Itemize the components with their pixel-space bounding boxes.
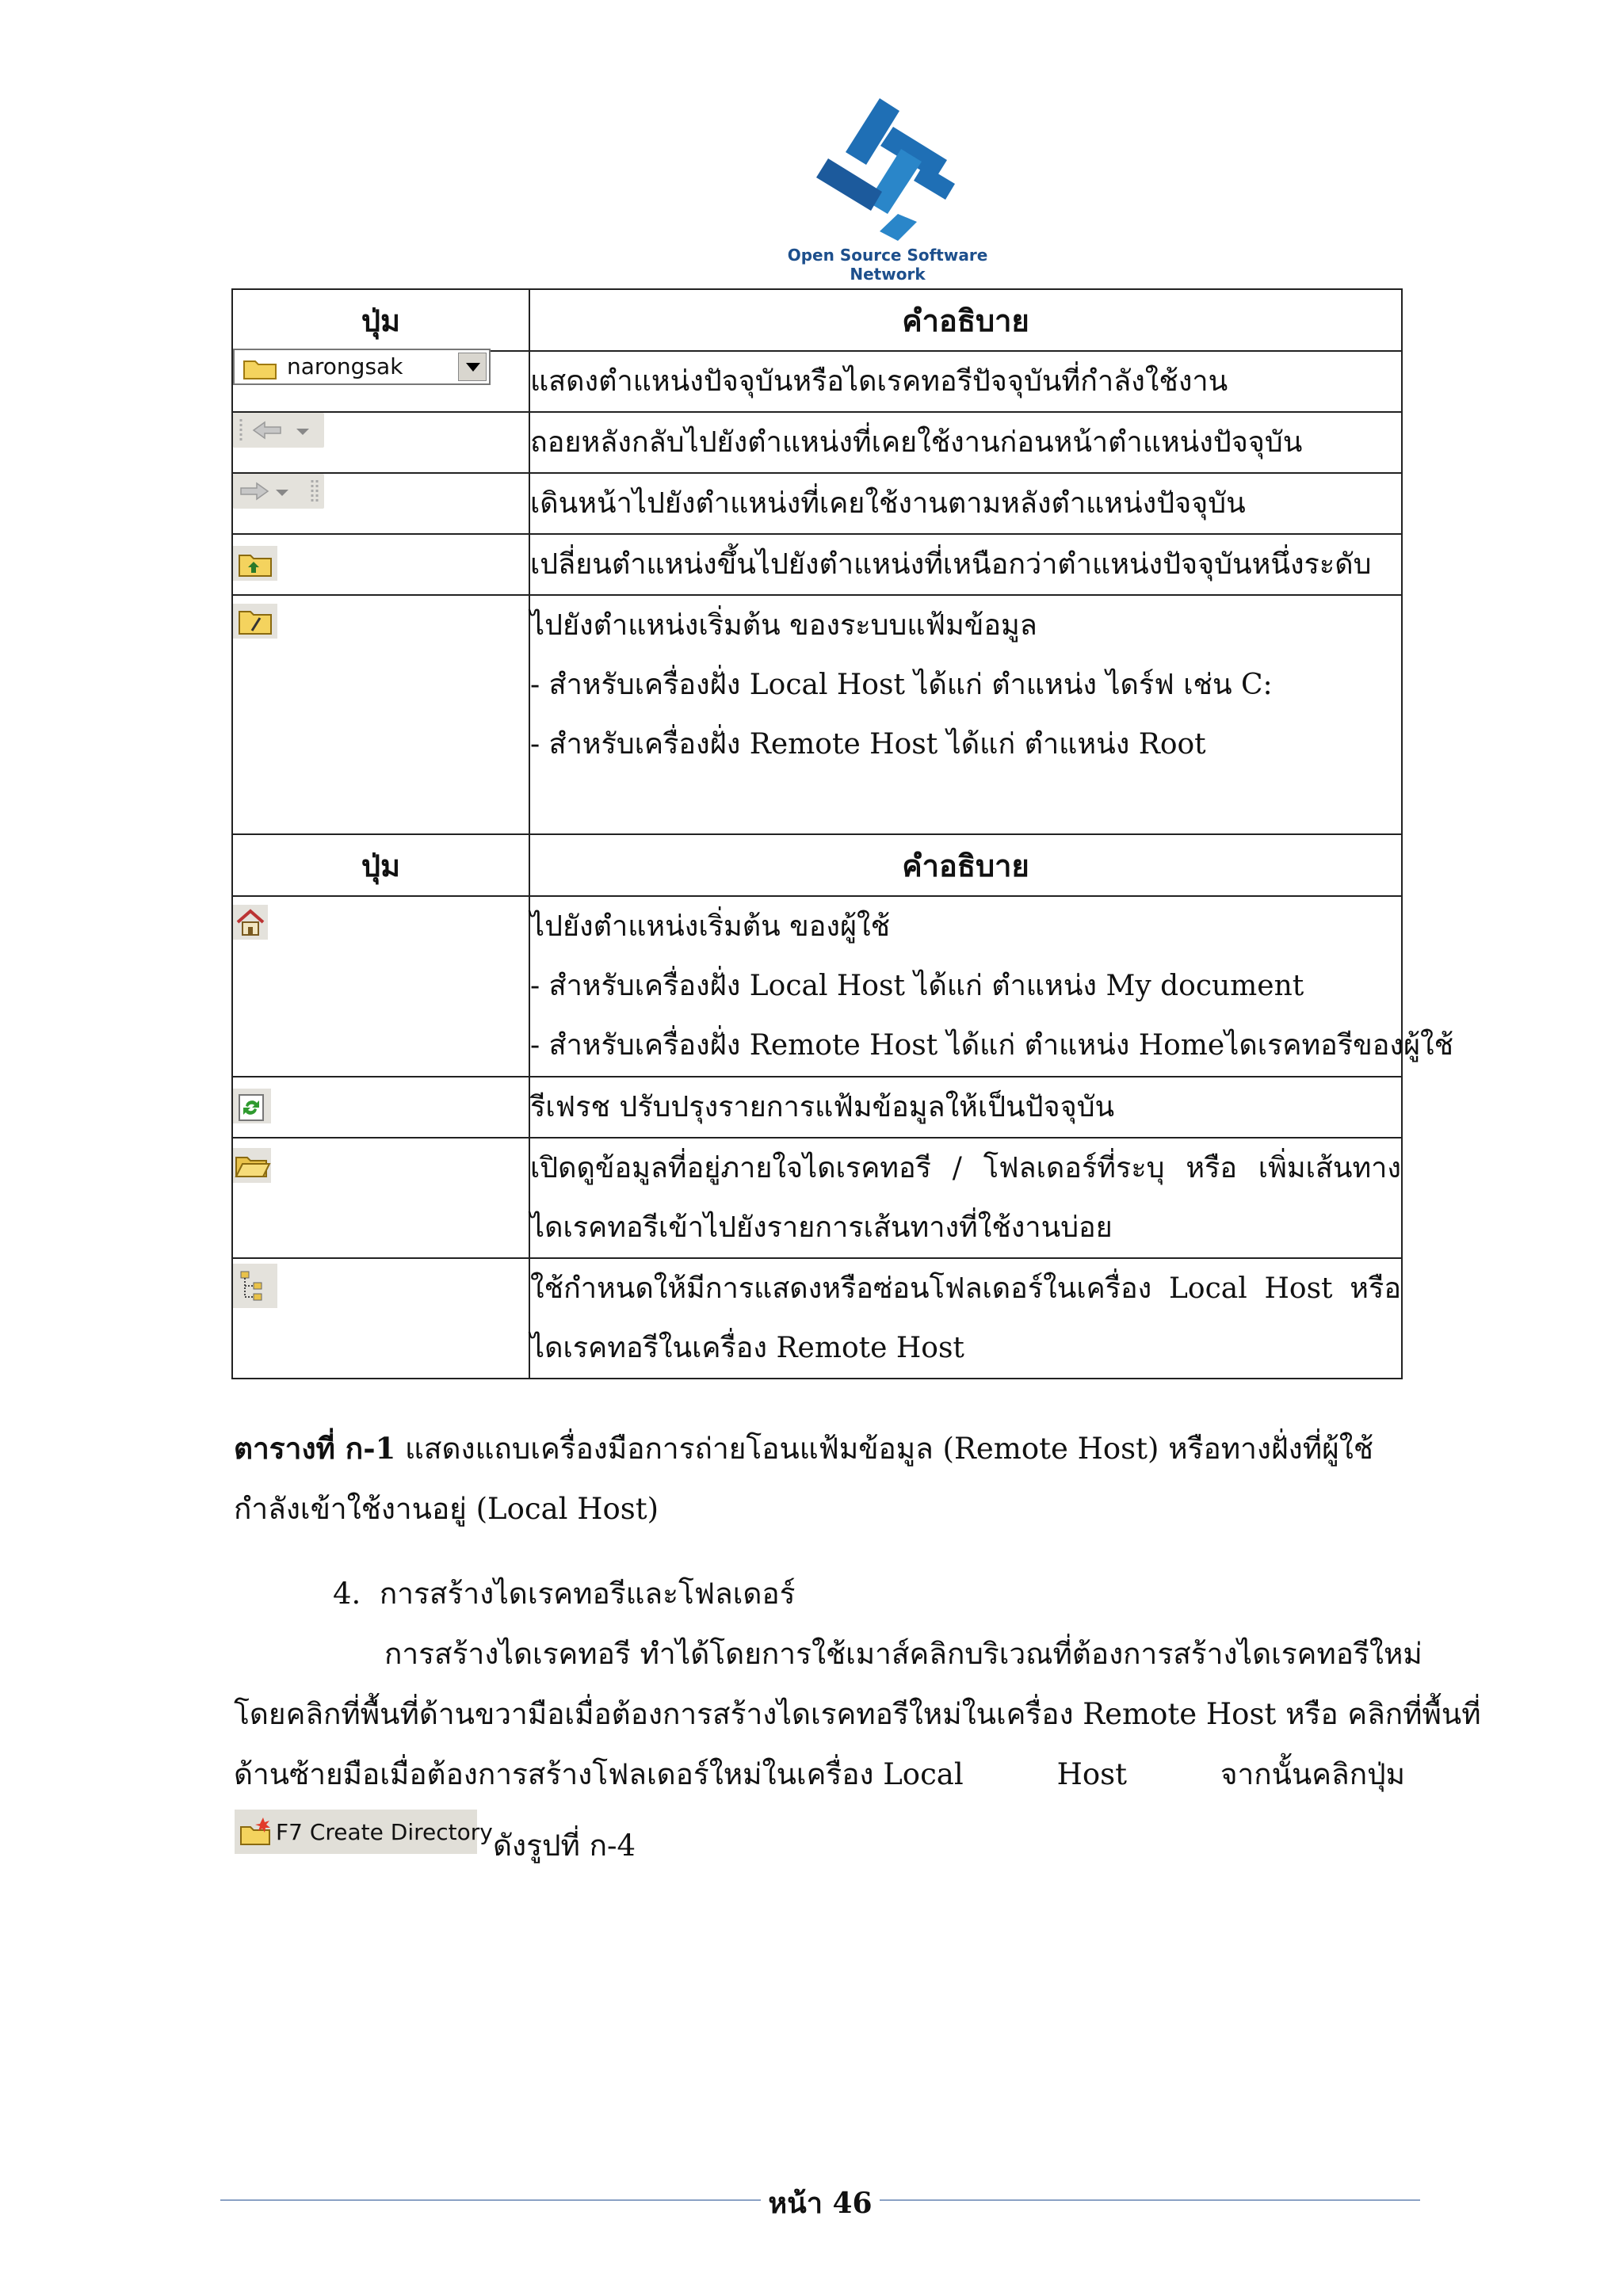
description-cell xyxy=(529,896,1454,1077)
line-segment: เพิ่มเส้นทาง xyxy=(1258,1152,1401,1184)
icon-cell xyxy=(232,896,529,1077)
header-button: ปุ่ม xyxy=(232,834,529,896)
line-segment: ด้านซ้ายมือเมื่อต้องการสร้างโฟลเดอร์ใหม่ในเครื่อง Local xyxy=(234,1757,964,1791)
description-line: - สำหรับเครื่องฝั่ง Remote Host ได้แก่ ตำแหน่ง Root xyxy=(530,728,1206,761)
caption-label: ตารางที่ ก-1 xyxy=(234,1431,396,1466)
icon-cell xyxy=(232,595,529,834)
section-heading xyxy=(333,1570,796,1617)
create-directory-label: F7 Create Directory xyxy=(276,1819,493,1845)
line-segment: Local xyxy=(1169,1272,1247,1305)
open-folder-icon[interactable] xyxy=(233,1148,271,1183)
header-button: ปุ่ม xyxy=(232,289,529,351)
description-line: รีเฟรช ปรับปรุงรายการแฟ้มข้อมูลให้เป็นปัจจุบัน xyxy=(530,1091,1115,1123)
footer-rule-left xyxy=(220,2199,761,2201)
table-row xyxy=(232,351,1402,412)
table-row xyxy=(232,1258,1402,1379)
paragraph-line xyxy=(234,1745,1405,1805)
description-line xyxy=(530,1259,1401,1318)
chevron-down-icon[interactable] xyxy=(458,353,487,381)
home-icon[interactable] xyxy=(233,905,268,940)
root-folder-icon[interactable] xyxy=(233,604,277,639)
icon-cell xyxy=(232,412,529,473)
description-line: ไดเรคทอรีเข้าไปยังรายการเส้นทางที่ใช้งานบ่อย xyxy=(530,1211,1113,1244)
paragraph-line: โดยคลิกที่พื้นที่ด้านขวามือเมื่อต้องการสร้างไดเรคทอรีใหม่ในเครื่อง Remote Host หรือ คลิกที่พื้นที่ xyxy=(234,1697,1481,1731)
back-arrow-icon[interactable] xyxy=(233,413,324,448)
header-description: คำอธิบาย xyxy=(529,289,1402,351)
figure-reference: ดังรูปที่ ก-4 xyxy=(493,1829,636,1863)
table-caption xyxy=(234,1418,1407,1539)
description-line: ไปยังตำแหน่งเริ่มต้น ของผู้ใช้ xyxy=(530,910,891,943)
table-header xyxy=(232,834,1402,896)
description-line: เปลี่ยนตำแหน่งขึ้นไปยังตำแหน่งที่เหนือกว่าตำแหน่งปัจจุบันหนึ่งระดับ xyxy=(530,548,1372,581)
table-row xyxy=(232,1077,1402,1138)
header-description: คำอธิบาย xyxy=(529,834,1402,896)
description-line: - สำหรับเครื่องฝั่ง Local Host ได้แก่ ตำแหน่ง My document xyxy=(530,970,1304,1002)
description-cell xyxy=(529,1258,1402,1379)
description-cell xyxy=(529,473,1402,534)
folder-icon xyxy=(242,357,277,380)
combo-text: narongsak xyxy=(287,353,403,379)
paragraph-line: การสร้างไดเรคทอรี ทำได้โดยการใช้เมาส์คลิกบริเวณที่ต้องการสร้างไดเรคทอรีใหม่ xyxy=(384,1637,1423,1671)
caption-text: แสดงแถบเครื่องมือการถ่ายโอนแฟ้มข้อมูล (Remote Host) หรือทางฝั่งที่ผู้ใช้กำลังเข้าใช้งานอยู่ (Local Host) xyxy=(234,1432,1373,1526)
line-segment: หรือ xyxy=(1350,1272,1401,1305)
table-header xyxy=(232,289,1402,351)
description-cell xyxy=(529,351,1402,412)
icon-cell xyxy=(232,1258,529,1379)
line-segment: Host xyxy=(1264,1272,1333,1305)
description-cell xyxy=(529,1077,1402,1138)
forward-arrow-icon[interactable] xyxy=(233,474,324,509)
description-cell xyxy=(529,1138,1402,1258)
logo-text: Open Source Software Network xyxy=(787,246,988,284)
line-segment: จากนั้นคลิกปุ่ม xyxy=(1220,1757,1405,1791)
description-line: ถอยหลังกลับไปยังตำแหน่งที่เคยใช้งานก่อนหน้าตำแหน่งปัจจุบัน xyxy=(530,426,1303,459)
description-cell xyxy=(529,595,1402,834)
description-line xyxy=(530,1138,1401,1198)
line-segment: หรือ xyxy=(1186,1152,1237,1184)
line-segment: โฟลเดอร์ที่ระบุ xyxy=(983,1152,1165,1184)
table-row xyxy=(232,534,1402,595)
icon-cell xyxy=(232,1138,529,1258)
pinwheel-logo-icon xyxy=(804,95,971,246)
description-line: - สำหรับเครื่องฝั่ง Local Host ได้แก่ ตำแหน่ง ไดร์ฟ เช่น C: xyxy=(530,669,1273,701)
icon-cell xyxy=(232,534,529,595)
table-row xyxy=(232,896,1402,1077)
location-combo[interactable] xyxy=(233,349,491,385)
page-number: หน้า 46 xyxy=(768,2187,873,2220)
create-directory-button[interactable] xyxy=(235,1810,493,1854)
icon-cell xyxy=(232,473,529,534)
description-line: ไปยังตำแหน่งเริ่มต้น ของระบบแฟ้มข้อมูล xyxy=(530,609,1037,642)
description-cell xyxy=(529,534,1402,595)
new-folder-icon xyxy=(239,1816,273,1848)
description-line: แสดงตำแหน่งปัจจุบันหรือไดเรคทอรีปัจจุบันที่กำลังใช้งาน xyxy=(530,365,1228,398)
icon-cell xyxy=(232,351,529,412)
line-segment: เปิดดูข้อมูลที่อยู่ภายใจไดเรคทอรี xyxy=(530,1152,931,1184)
parent-folder-icon[interactable] xyxy=(233,546,277,581)
footer-rule-right xyxy=(880,2199,1420,2201)
section-number: 4. xyxy=(333,1577,361,1611)
description-line: ไดเรคทอรีในเครื่อง Remote Host xyxy=(530,1332,964,1364)
description-line: - สำหรับเครื่องฝั่ง Remote Host ได้แก่ ตำแหน่ง Homeไดเรคทอรีของผู้ใช้ xyxy=(530,1029,1454,1062)
table-row xyxy=(232,595,1402,834)
refresh-icon[interactable] xyxy=(233,1089,271,1123)
toolbar-button-table xyxy=(231,288,1454,1379)
line-segment: Host xyxy=(1056,1757,1127,1791)
section-title: การสร้างไดเรคทอรีและโฟลเดอร์ xyxy=(379,1577,796,1611)
table-row xyxy=(232,412,1402,473)
description-cell xyxy=(529,412,1402,473)
osn-logo xyxy=(757,95,1018,284)
body-paragraph xyxy=(234,1624,1481,1805)
description-line: เดินหน้าไปยังตำแหน่งที่เคยใช้งานตามหลังตำแหน่งปัจจุบัน xyxy=(530,487,1246,520)
line-segment: ใช้กำหนดให้มีการแสดงหรือซ่อนโฟลเดอร์ในเครื่อง xyxy=(530,1272,1152,1305)
icon-cell xyxy=(232,1077,529,1138)
table-row xyxy=(232,1138,1402,1258)
tree-view-icon[interactable] xyxy=(233,1264,277,1308)
line-segment: / xyxy=(952,1152,962,1184)
table-row xyxy=(232,473,1402,534)
